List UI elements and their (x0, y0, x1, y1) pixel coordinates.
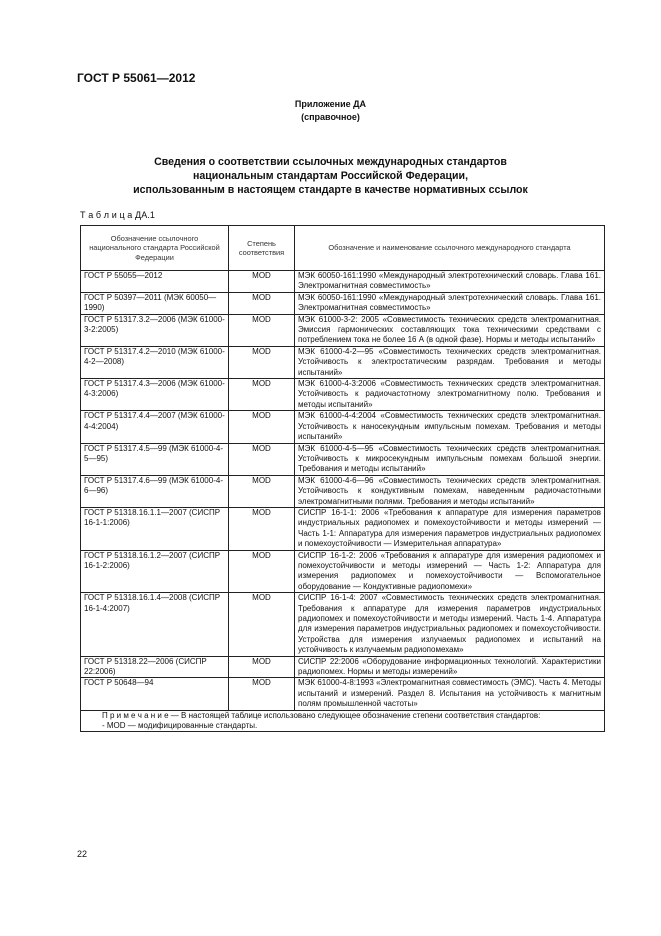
international-standard-cell: МЭК 61000-4-6—96 «Совместимость технических средств электромагнитная. Устойчивость к кондуктивным помехам, наведенным радиочастотными электромагнитными полями. Требования и методы испытаний» (295, 475, 605, 507)
table-row (81, 656, 605, 678)
table-note-lead: П р и м е ч а н и е — В настоящей таблице использовано следующее обозначение степени соответствия стандартов: (102, 710, 541, 720)
degree-cell: MOD (229, 346, 295, 378)
international-standard-cell: МЭК 60050-161:1990 «Международный электротехнический словарь. Глава 161. Электромагнитная совместимость» (295, 292, 605, 314)
national-standard-cell: ГОСТ Р 51318.16.1.4—2008 (СИСПР 16-1-4:2007) (81, 593, 229, 656)
international-standard-cell: СИСПР 16-1-4: 2007 «Совместимость технических средств электромагнитная. Требования к аппаратуре для измерения параметров индустриальных радиопомех и помехоустойчивости и методы измерений. Часть 1-4. Аппаратура для измерения параметров индустриальных радиопомех и помехоустойчивости. Устройства для измерения излучаемых радиопомех и испытаний на устойчивость к излучаемым радиопомехам» (295, 593, 605, 656)
degree-cell: MOD (229, 271, 295, 293)
degree-cell: MOD (229, 379, 295, 411)
table-note-item: - MOD — модифицированные стандарты. (102, 721, 258, 731)
table-row (81, 314, 605, 346)
international-standard-cell: МЭК 60050-161:1990 «Международный электротехнический словарь. Глава 161. Электромагнитная совместимость» (295, 271, 605, 293)
international-standard-cell: СИСПР 16-1-1: 2006 «Требования к аппаратуре для измерения параметров индустриальных радиопомех и помехоустойчивости и методы измерений — Часть 1-1: Аппаратура для измерения параметров индустриальных радиопомех и помехоустойчивости — Измерительная аппаратура» (295, 507, 605, 550)
international-standard-cell: МЭК 61000-4-2—95 «Совместимость технических средств электромагнитная. Устойчивость к электростатическим разрядам. Требования и методы испытаний» (295, 346, 605, 378)
table-row (81, 411, 605, 443)
table-row (81, 271, 605, 293)
column-header-national: Обозначение ссылочного национального стандарта Российской Федерации (81, 226, 229, 271)
national-standard-cell: ГОСТ Р 51318.22—2006 (СИСПР 22:2006) (81, 656, 229, 678)
degree-cell: MOD (229, 314, 295, 346)
table-row (81, 593, 605, 656)
table-row (81, 550, 605, 593)
national-standard-cell: ГОСТ Р 51317.4.4—2007 (МЭК 61000-4-4:2004) (81, 411, 229, 443)
table-row (81, 443, 605, 475)
degree-cell: MOD (229, 507, 295, 550)
column-header-international: Обозначение и наименование ссылочного международного стандарта (295, 226, 605, 271)
table-row (81, 379, 605, 411)
page-number: 22 (77, 849, 88, 859)
document-code: ГОСТ Р 55061—2012 (77, 71, 196, 85)
section-title-line-1: Сведения о соответствии ссылочных международных стандартов (154, 156, 507, 168)
international-standard-cell: МЭК 61000-4-5—95 «Совместимость технических средств электромагнитная. Устойчивость к микросекундным импульсным помехам большой энергии. Требования и методы испытаний» (295, 443, 605, 475)
degree-cell: MOD (229, 593, 295, 656)
section-title-line-3: использованным в настоящем стандарте в качестве нормативных ссылок (133, 184, 528, 196)
degree-cell: MOD (229, 656, 295, 678)
national-standard-cell: ГОСТ Р 51317.4.3—2006 (МЭК 61000-4-3:2006) (81, 379, 229, 411)
degree-cell: MOD (229, 678, 295, 710)
table-row (81, 678, 605, 710)
international-standard-cell: СИСПР 22:2006 «Оборудование информационных технологий. Характеристики радиопомех. Нормы и методы измерений» (295, 656, 605, 678)
table-header-row (81, 226, 605, 271)
national-standard-cell: ГОСТ Р 51317.3.2—2006 (МЭК 61000-3-2:2005) (81, 314, 229, 346)
national-standard-cell: ГОСТ Р 55055—2012 (81, 271, 229, 293)
table-row (81, 346, 605, 378)
national-standard-cell: ГОСТ Р 50397—2011 (МЭК 60050—1990) (81, 292, 229, 314)
national-standard-cell: ГОСТ Р 51317.4.5—99 (МЭК 61000-4-5—95) (81, 443, 229, 475)
degree-cell: MOD (229, 550, 295, 593)
table-row (81, 475, 605, 507)
international-standard-cell: СИСПР 16-1-2: 2006 «Требования к аппаратуре для измерения радиопомех и помехоустойчивости и методы измерений — Часть 1-2: Аппаратура для измерения радиопомех и помехоустойчивости — Вспомогательное оборудование — Кондуктивные радиопомехи» (295, 550, 605, 593)
table-row (81, 292, 605, 314)
international-standard-cell: МЭК 61000-4-8:1993 «Электромагнитная совместимость (ЭМС). Часть 4. Методы испытаний и измерений. Раздел 8. Испытания на устойчивость к магнитным полям промышленной частоты» (295, 678, 605, 710)
national-standard-cell: ГОСТ Р 51318.16.1.2—2007 (СИСПР 16-1-2:2006) (81, 550, 229, 593)
national-standard-cell: ГОСТ Р 50648—94 (81, 678, 229, 710)
table-row (81, 507, 605, 550)
degree-cell: MOD (229, 443, 295, 475)
national-standard-cell: ГОСТ Р 51317.4.2—2010 (МЭК 61000-4-2—2008) (81, 346, 229, 378)
table-note (81, 710, 605, 732)
degree-cell: MOD (229, 292, 295, 314)
section-title-line-2: национальным стандартам Российской Федерации, (192, 170, 469, 182)
international-standard-cell: МЭК 61000-3-2: 2005 «Совместимость технических средств электромагнитная. Эмиссия гармонических составляющих тока техническими средствами с потреблением тока не более 16 А (в одной фазе). Нормы и методы испытаний» (295, 314, 605, 346)
appendix-note: (справочное) (301, 112, 360, 122)
international-standard-cell: МЭК 61000-4-3:2006 «Совместимость технических средств электромагнитная. Устойчивость к радиочастотному электромагнитному полю. Требования и методы испытаний» (295, 379, 605, 411)
correspondence-table (80, 225, 605, 732)
table-note-row (81, 710, 605, 732)
column-header-degree: Степень соответствия (229, 226, 295, 271)
table-caption: Т а б л и ц а ДА.1 (80, 210, 156, 220)
appendix-label: Приложение ДА (294, 99, 367, 109)
international-standard-cell: МЭК 61000-4-4:2004 «Совместимость технических средств электромагнитная. Устойчивость к наносекундным импульсным помехам. Требования и методы испытаний» (295, 411, 605, 443)
national-standard-cell: ГОСТ Р 51318.16.1.1—2007 (СИСПР 16-1-1:2006) (81, 507, 229, 550)
degree-cell: MOD (229, 475, 295, 507)
degree-cell: MOD (229, 411, 295, 443)
national-standard-cell: ГОСТ Р 51317.4.6—99 (МЭК 61000-4-6—96) (81, 475, 229, 507)
